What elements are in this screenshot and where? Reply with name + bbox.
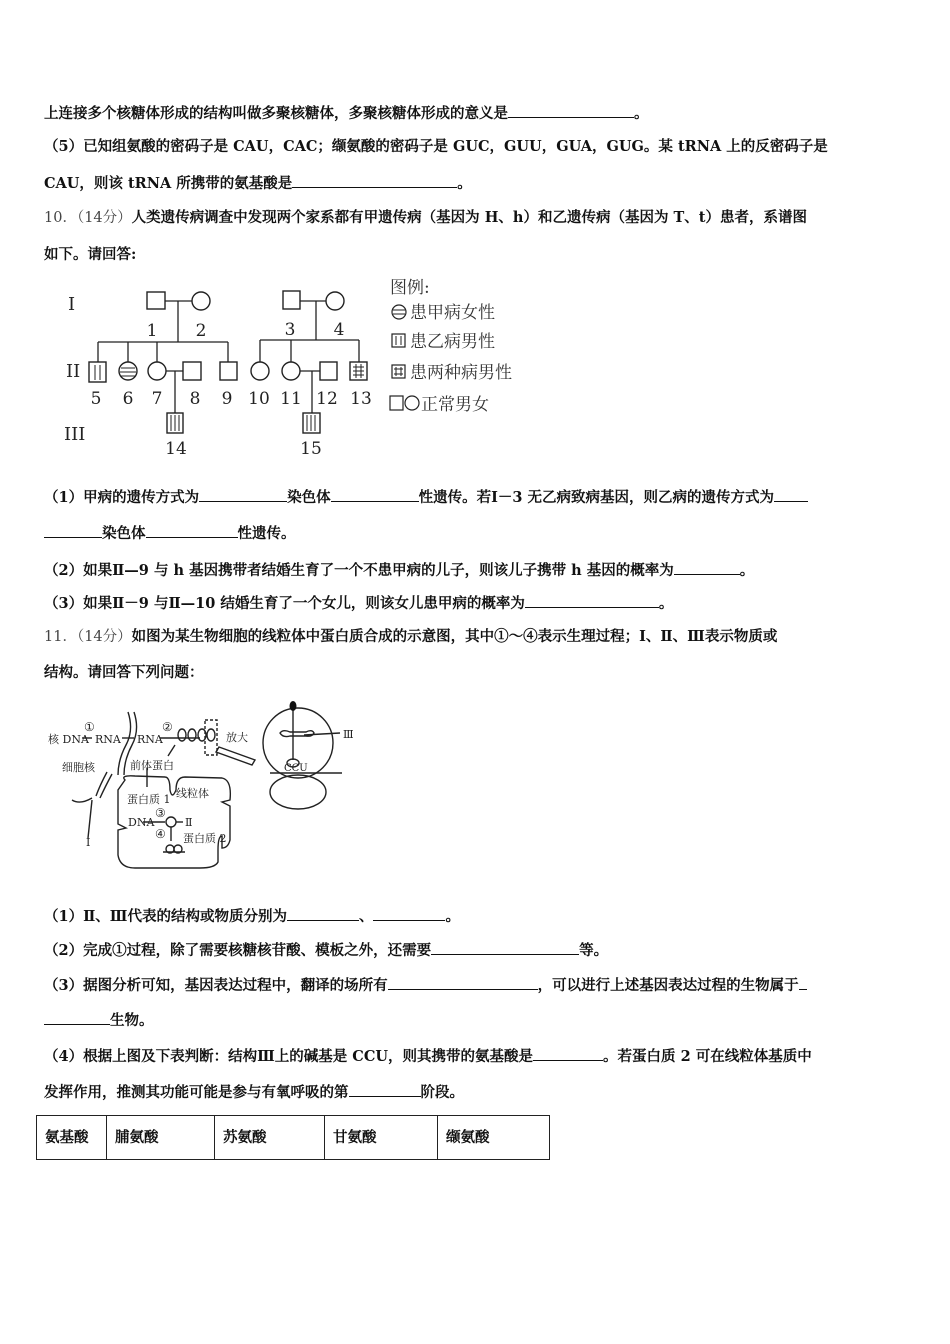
q9-p5-text2: CAU，则该 tRNA 所携带的氨基酸是: [44, 175, 293, 192]
step-2: ②: [162, 720, 173, 734]
legend-icon-male-both: [392, 365, 405, 378]
q10-p3-end: 。: [658, 595, 674, 612]
legend-icon-normal-male: [390, 396, 403, 410]
q11-stem: 如图为某生物细胞的线粒体中蛋白质合成的示意图，其中①～④表示生理过程；Ⅰ、Ⅱ、Ⅲ表示物质或: [131, 628, 778, 645]
answer-blank[interactable]: [525, 593, 659, 608]
pedigree-chart: [0, 0, 950, 470]
generation-label: II: [66, 361, 81, 382]
q11-part3-line2: [44, 1010, 154, 1031]
q11-p2-text: （2）完成①过程，除了需要核糖核苷酸、模板之外，还需要: [44, 942, 432, 959]
individual-8: [183, 362, 201, 380]
table-row: [37, 1116, 550, 1160]
q11-p4-text: （4）根据上图及下表判断：结构Ⅲ上的碱基是 CCU，则其携带的氨基酸是: [44, 1048, 534, 1065]
q10-p3-text: （3）如果Ⅱ－9 与Ⅱ—10 结婚生育了一个女儿，则该女儿患甲病的概率为: [44, 595, 525, 612]
answer-blank[interactable]: [388, 975, 538, 990]
individual-number: 5: [90, 389, 102, 409]
individual-5: [89, 362, 106, 382]
q11-part1: [44, 906, 460, 927]
answer-blank[interactable]: [146, 523, 238, 538]
q9-text: 上连接多个核糖体形成的结构叫做多聚核糖体，多聚核糖体形成的意义是: [44, 105, 508, 122]
mitochondria-protein-synthesis-diagram: [0, 690, 400, 880]
individual-9: [220, 362, 237, 380]
generation-label: III: [64, 424, 86, 445]
individual-number: 3: [284, 320, 296, 340]
q11-stem-line1: [44, 627, 777, 647]
answer-blank[interactable]: [199, 487, 287, 502]
label-mito-dna: DNA: [128, 816, 155, 829]
individual-4: [326, 292, 344, 310]
label-enlarge: 放大: [226, 731, 248, 744]
individual-number: 9: [221, 389, 233, 409]
legend-label: 正常男女: [421, 395, 489, 415]
individual-number: 14: [165, 439, 187, 459]
answer-blank[interactable]: [287, 906, 359, 921]
table-cell: 苏氨酸: [215, 1116, 325, 1160]
q9-p5-end: 。: [457, 175, 472, 192]
individual-number: 2: [195, 321, 207, 341]
answer-blank[interactable]: [331, 487, 419, 502]
answer-blank[interactable]: [674, 560, 740, 575]
individual-2: [192, 292, 210, 310]
q9-p5-text: （5）已知组氨酸的密码子是 CAU，CAC；缬氨酸的密码子是 GUC，GUU，GUA，GUG。某 tRNA 上的反密码子是: [44, 138, 828, 155]
label-protein-2: 蛋白质 2: [183, 832, 227, 845]
individual-number: 6: [122, 389, 134, 409]
label-rna: RNA: [95, 733, 121, 746]
individual-6: [119, 362, 137, 380]
label-precursor-protein: 前体蛋白: [130, 759, 174, 772]
legend-title: 图例:: [390, 278, 430, 298]
individual-number: 12: [316, 389, 338, 409]
individual-number: 8: [189, 389, 201, 409]
individual-number: 11: [280, 389, 302, 409]
table-header-cell: 氨基酸: [37, 1116, 107, 1160]
q11-p4-text: 。若蛋白质 2 可在线粒体基质中: [603, 1048, 812, 1065]
q10-p1-text: 染色体: [102, 525, 146, 542]
q11-p1-sep: 、: [358, 908, 374, 925]
q11-stem2: 结构。请回答下列问题：: [44, 664, 204, 681]
q11-p4-text: 发挥作用，推测其功能可能是参与有氧呼吸的第: [44, 1084, 349, 1101]
answer-blank[interactable]: [774, 487, 808, 502]
answer-blank[interactable]: [44, 1010, 110, 1025]
q10-stem: 人类遗传病调查中发现两个家系都有甲遗传病（基因为 H、h）和乙遗传病（基因为 T、t）患者，系谱图: [131, 209, 807, 226]
individual-number: 10: [248, 389, 270, 409]
label-protein-1: 蛋白质 1: [127, 793, 171, 806]
q11-p1-text: （1）Ⅱ、Ⅲ代表的结构或物质分别为: [44, 908, 287, 925]
individual-10: [251, 362, 269, 380]
table-cell: 脯氨酸: [107, 1116, 215, 1160]
individual-number: 13: [350, 389, 372, 409]
table-cell: 缬氨酸: [438, 1116, 550, 1160]
individual-12: [320, 362, 337, 380]
legend-label: 患乙病男性: [410, 332, 495, 352]
label-rna: RNA: [137, 733, 163, 746]
label-mitochondrion: 线粒体: [176, 787, 209, 800]
answer-blank[interactable]: [533, 1046, 603, 1061]
q11-p3-text: ，可以进行上述基因表达过程的生物属于: [537, 977, 799, 994]
label-nuclear-dna: 核 DNA: [48, 733, 89, 746]
answer-blank[interactable]: [44, 523, 102, 538]
q10-p1-text: 性遗传。若Ⅰ－3 无乙病致病基因，则乙病的遗传方式为: [418, 489, 775, 506]
q10-stem2: 如下。请回答:: [44, 246, 137, 263]
q10-part1-line1: [44, 487, 808, 508]
q10-p1-text: 染色体: [287, 489, 331, 506]
q10-p1-text: 性遗传。: [237, 525, 296, 542]
q11-p2-end: 等。: [579, 942, 609, 959]
individual-7: [148, 362, 166, 380]
individual-number: 7: [151, 389, 163, 409]
q11-p3-text: 生物。: [110, 1012, 154, 1029]
q10-p2-end: 。: [739, 562, 755, 579]
q11-p1-end: 。: [445, 908, 460, 925]
q11-p3-text: （3）据图分析可知，基因表达过程中，翻译的场所有: [44, 977, 388, 994]
q10-p2-text: （2）如果Ⅱ—9 与 h 基因携带者结婚生育了一个不患甲病的儿子，则该儿子携带 h 基因的概率为: [44, 562, 674, 579]
answer-blank[interactable]: [799, 975, 807, 990]
question-number: 11．（14分）: [44, 629, 132, 645]
label-codon: CCU: [284, 763, 308, 774]
legend-icon-female-disease-a: [392, 305, 406, 319]
label-I: Ⅰ: [86, 836, 91, 849]
table-cell: 甘氨酸: [325, 1116, 438, 1160]
q11-part3-line1: [44, 975, 807, 996]
individual-1: [147, 292, 165, 309]
q10-part3: [44, 593, 673, 614]
q11-stem-line2: [44, 663, 204, 683]
label-nucleus: 细胞核: [62, 761, 95, 774]
q11-part4-line2: [44, 1082, 464, 1103]
individual-number: 4: [333, 320, 345, 340]
legend-icon-male-disease-b: [392, 334, 405, 347]
legend-label: 患甲病女性: [410, 303, 495, 323]
step-3: ③: [155, 806, 166, 820]
q10-part1-line2: [44, 523, 296, 544]
label-II: Ⅱ: [185, 816, 193, 829]
individual-number: 15: [300, 439, 322, 459]
step-1: ①: [84, 720, 95, 734]
step-4: ④: [155, 827, 166, 841]
label-III: Ⅲ: [343, 728, 354, 741]
legend-label: 患两种病男性: [410, 363, 512, 383]
legend-icon-normal-female: [405, 396, 419, 410]
individual-11: [282, 362, 300, 380]
generation-label: I: [68, 294, 76, 315]
q9-end: 。: [634, 105, 649, 122]
q10-part2: [44, 560, 754, 581]
q10-p1-text: （1）甲病的遗传方式为: [44, 489, 200, 506]
amino-acid-table: [36, 1115, 550, 1160]
answer-blank[interactable]: [349, 1082, 421, 1097]
q11-p4-text: 阶段。: [420, 1084, 464, 1101]
individual-3: [283, 291, 300, 309]
q11-part4-line1: [44, 1046, 812, 1067]
answer-blank[interactable]: [431, 940, 579, 955]
individual-number: 1: [146, 321, 158, 341]
q11-part2: [44, 940, 608, 961]
answer-blank[interactable]: [373, 906, 445, 921]
question-number: 10．（14分）: [44, 210, 132, 226]
pedigree-legend: [390, 278, 512, 415]
